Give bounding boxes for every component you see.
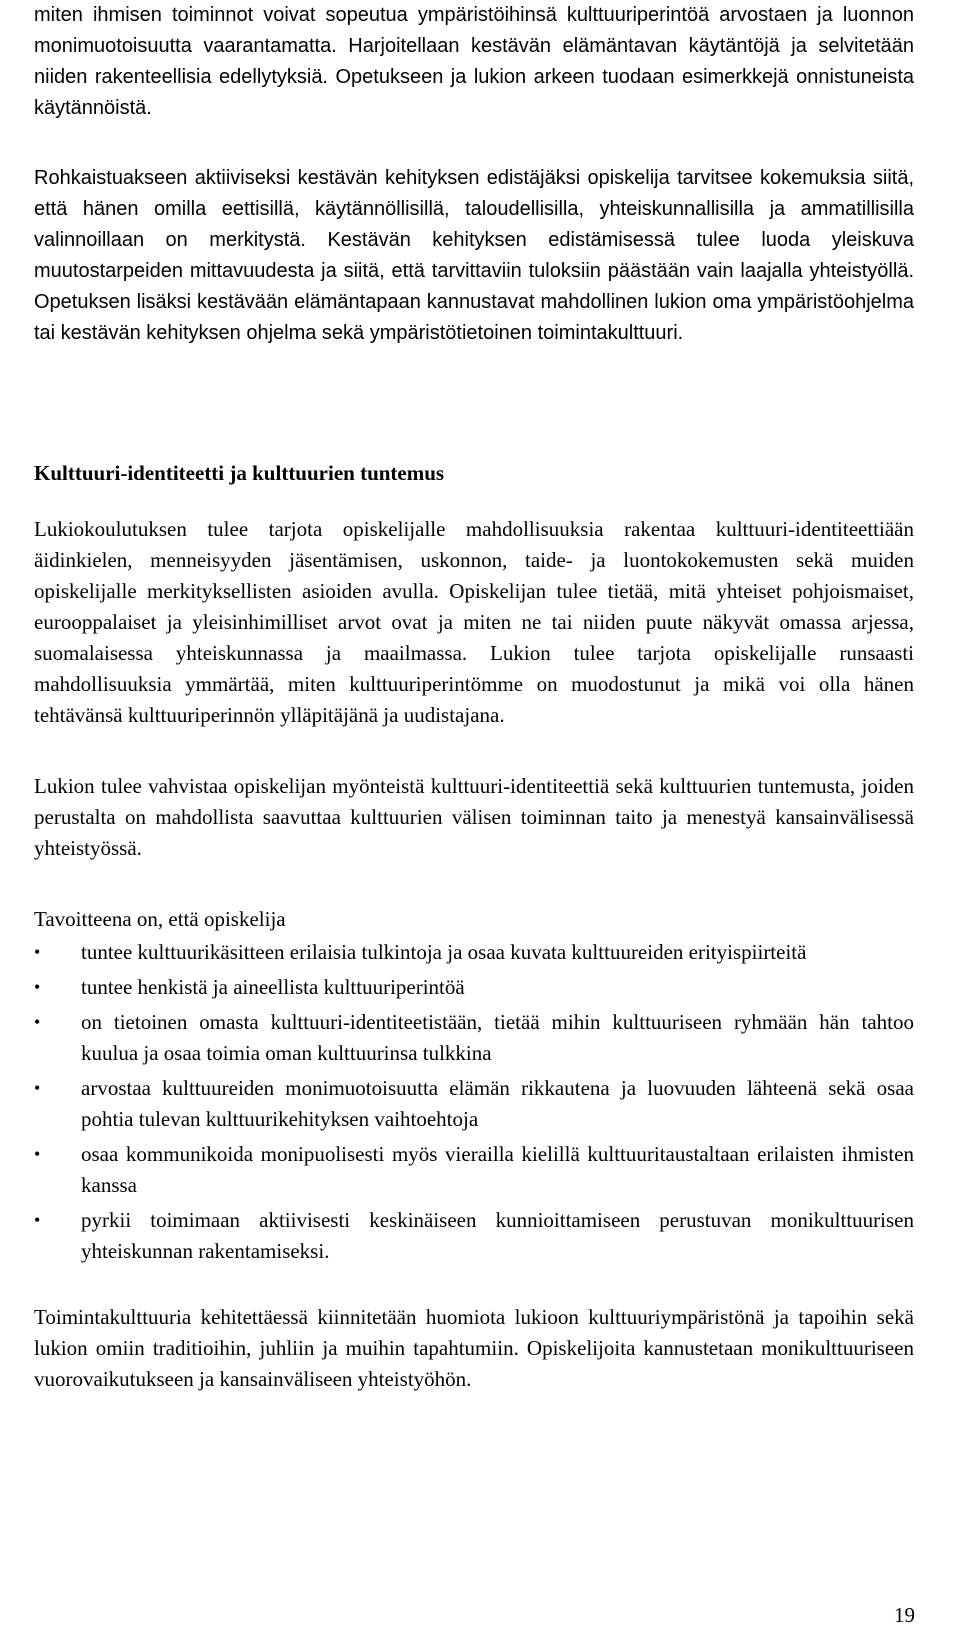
section-heading: Kulttuuri-identiteetti ja kulttuurien tuntemus [34, 461, 445, 485]
list-item-text: tuntee henkistä ja aineellista kulttuuriperintöä [81, 975, 465, 999]
strengthen-paragraph: Lukion tulee vahvistaa opiskelijan myönteistä kulttuuri-identiteettiä sekä kulttuurien tuntemusta, joiden perustalta on mahdollista saavuttaa kulttuurien välisen toiminnan taito ja menestyä kansainvälisessä yhteistyössä. [34, 774, 914, 860]
bullet-icon: • [34, 1144, 41, 1164]
list-item [34, 972, 914, 1003]
list-item [34, 1007, 914, 1069]
list-item-text: on tietoinen omasta kulttuuri-identiteetistään, tietää mihin kulttuuriseen ryhmään hän tahtoo kuulua ja osaa toimia oman kulttuurinsa tulkkina [81, 1010, 914, 1065]
list-item [34, 1139, 914, 1201]
list-item-text: arvostaa kulttuureiden monimuotoisuutta elämän rikkautena ja luovuuden lähteenä sekä osaa pohtia tulevan kulttuurikehityksen vaihtoehtoja [81, 1076, 914, 1131]
list-item-text: osaa kommunikoida monipuolisesti myös vierailla kielillä kulttuuritaustaltaan erilaisten ihmisten kanssa [81, 1142, 914, 1197]
sustainability-paragraph: Rohkaistuakseen aktiiviseksi kestävän kehityksen edistäjäksi opiskelija tarvitsee kokemuksia siitä, että hänen omilla eettisillä, käytännöllisillä, taloudellisilla, yhteiskunnallisilla ja ammatillisilla valinnoillaan on merkitystä. Kestävän kehityksen edistämisessä tulee luoda yleiskuva muutostarpeiden mittavuudesta ja siitä, että tarvittaviin tuloksiin päästään vain laajalla yhteistyöllä. Opetuksen lisäksi kestävään elämäntapaan kannustavat mahdollinen lukion oma ympäristöohjelma tai kestävän kehityksen ohjelma sekä ympäristötietoinen toimintakulttuuri. [34, 167, 914, 344]
list-item-text: tuntee kulttuurikäsitteen erilaisia tulkintoja ja osaa kuvata kulttuureiden erityispiirteitä [81, 940, 807, 964]
bullet-icon: • [34, 977, 41, 997]
list-item [34, 1073, 914, 1135]
bullet-icon: • [34, 1012, 41, 1032]
bullet-icon: • [34, 1210, 41, 1230]
goals-intro: Tavoitteena on, että opiskelija [34, 907, 286, 931]
list-item [34, 937, 914, 968]
cultural-identity-paragraph: Lukiokoulutuksen tulee tarjota opiskelijalle mahdollisuuksia rakentaa kulttuuri-identiteettiään äidinkielen, menneisyyden jäsentämisen, uskonnon, taide- ja luontokokemusten sekä muiden opiskelijalle merkityksellisten asioiden avulla. Opiskelijan tulee tietää, mitä yhteiset pohjoismaiset, eurooppalaiset ja yleisinhimilliset arvot ovat ja miten ne tai niiden puute näkyvät omassa arjessa, suomalaisessa yhteiskunnassa ja maailmassa. Lukion tulee tarjota opiskelijalle runsaasti mahdollisuuksia ymmärtää, miten kulttuuriperintömme on muodostunut ja mikä voi olla hänen tehtävänsä kulttuuriperinnön ylläpitäjänä ja uudistajana. [34, 517, 914, 727]
goals-list [34, 937, 914, 1267]
page-number: 19 [894, 1603, 915, 1627]
intro-paragraph: miten ihmisen toiminnot voivat sopeutua ympäristöihinsä kulttuuriperintöä arvostaen ja luonnon monimuotoisuutta vaarantamatta. Harjoitellaan kestävän elämäntavan käytäntöjä ja selvitetään niiden rakenteellisia edellytyksiä. Opetukseen ja lukion arkeen tuodaan esimerkkejä onnistuneista käytännöistä. [34, 4, 914, 119]
bullet-icon: • [34, 1078, 41, 1098]
document-page [34, 0, 914, 1395]
list-item [34, 1205, 914, 1267]
operating-culture-paragraph: Toimintakulttuuria kehitettäessä kiinnitetään huomiota lukioon kulttuuriympäristönä ja tapoihin sekä lukion omiin traditioihin, juhliin ja muihin tapahtumiin. Opiskelijoita kannustetaan monikulttuuriseen vuorovaikutukseen ja kansainväliseen yhteistyöhön. [34, 1305, 914, 1391]
bullet-icon: • [34, 942, 41, 962]
list-item-text: pyrkii toimimaan aktiivisesti keskinäiseen kunnioittamiseen perustuvan monikulttuurisen yhteiskunnan rakentamiseksi. [81, 1208, 914, 1263]
